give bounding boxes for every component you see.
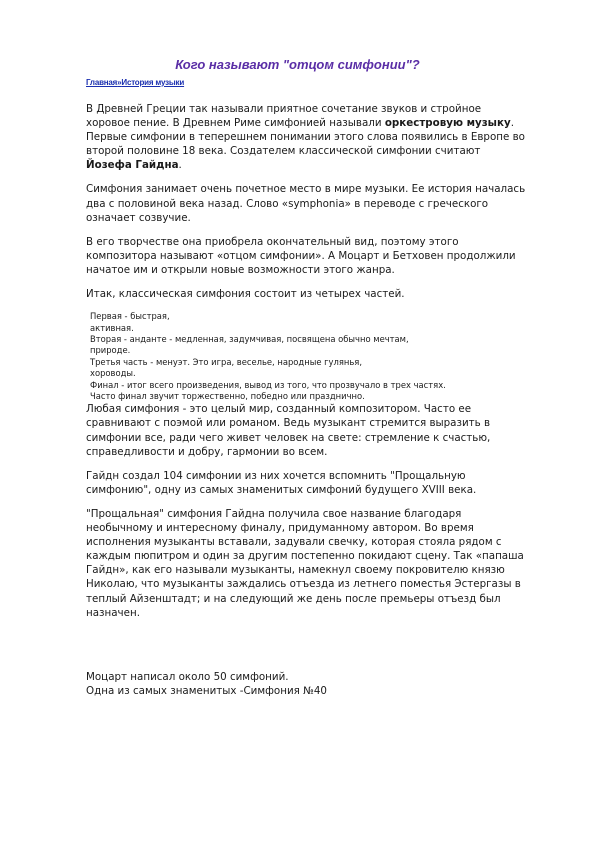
list-item: Третья часть - менуэт. Это игра, веселье, народные гулянья, (90, 356, 362, 367)
parts-list (90, 311, 526, 402)
breadcrumb (86, 78, 184, 87)
mozart-line-2: Одна из самых знаменитых -Симфония №40 (86, 684, 327, 697)
list-item: Часто финал звучит торжественно, победно или празднично. (90, 390, 365, 401)
list-item: Вторая - анданте - медленная, задумчивая, посвящена обычно мечтам, (90, 333, 409, 344)
list-item: Первая - быстрая, (90, 311, 170, 322)
paragraph-farewell: "Прощальная" симфония Гайдна получила свое название благодаря необычному и интересному финалу, придуманному автором. Во время исполнения музыканты вставали, задували свечку, которая стояла рядом с каждым пюпитром и один за другим постепенно покидают сцену. Так «папаша Гайдн», как его называли музыканты, намекнул своему покровителю князю Николаю, что музыканты заждались отъезда из летнего поместья Эстергазы в теплый Айзенштадт; и на следующий же день после премьеры отъезд был назначен. (86, 507, 524, 619)
page-title: Кого называют "отцом симфонии"? (175, 57, 420, 72)
list-item: хороводы. (90, 368, 136, 379)
paragraph-whole-world: Любая симфония - это целый мир, созданный композитором. Часто ее сравнивают с поэмой или романом. Ведь музыкант стремится выразить в симфонии все, ради чего живет человек на свете: стремление к счастью, справедливости и добру, гармонии во всем. (86, 403, 491, 458)
mozart-line-1: Моцарт написал около 50 симфоний. (86, 670, 289, 683)
bold-orchestral-music: оркестровую музыку (384, 117, 511, 130)
list-item: природе. (90, 345, 131, 356)
breadcrumb-separator: » (117, 78, 122, 87)
mozart-note (86, 670, 526, 698)
paragraph-intro-text-2: . Первые симфонии в теперешнем понимании этого слова появились в Европе во второй половине 18 века. Создателем классической симфонии считают (86, 117, 525, 158)
bold-joseph-haydn: Йозефа Гайдна (86, 159, 179, 172)
paragraph-history: Симфония занимает очень почетное место в мире музыки. Ее история началась два с половиной века назад. Слово «symphonia» в переводе с греческого означает созвучие. (86, 183, 526, 224)
paragraph-intro (86, 102, 526, 172)
paragraph-four-parts-intro: Итак, классическая симфония состоит из четырех частей. (86, 288, 405, 301)
breadcrumb-home-link[interactable]: Главная (86, 78, 118, 87)
list-item: активная. (90, 322, 134, 333)
paragraph-intro-text-1: В Древней Греции так называли приятное сочетание звуков и стройное хоровое пение. В Древнем Риме симфонией называли (86, 103, 482, 130)
article-body (86, 102, 526, 698)
paragraph-intro-text-3: . (178, 159, 182, 172)
paragraph-haydn-104: Гайдн создал 104 симфонии из них хочется вспомнить "Прощальную симфонию", одну из самых знаменитых симфоний будущего XVIII века. (86, 469, 477, 496)
paragraph-father: В его творчестве она приобрела окончательный вид, поэтому этого композитора называют «отцом симфонии». А Моцарт и Бетховен продолжили начатое им и открыли новые возможности этого жанра. (86, 235, 516, 276)
list-item: Финал - итог всего произведения, вывод из того, что прозвучало в трех частях. (90, 379, 446, 390)
breadcrumb-section-link[interactable]: История музыки (121, 78, 185, 87)
